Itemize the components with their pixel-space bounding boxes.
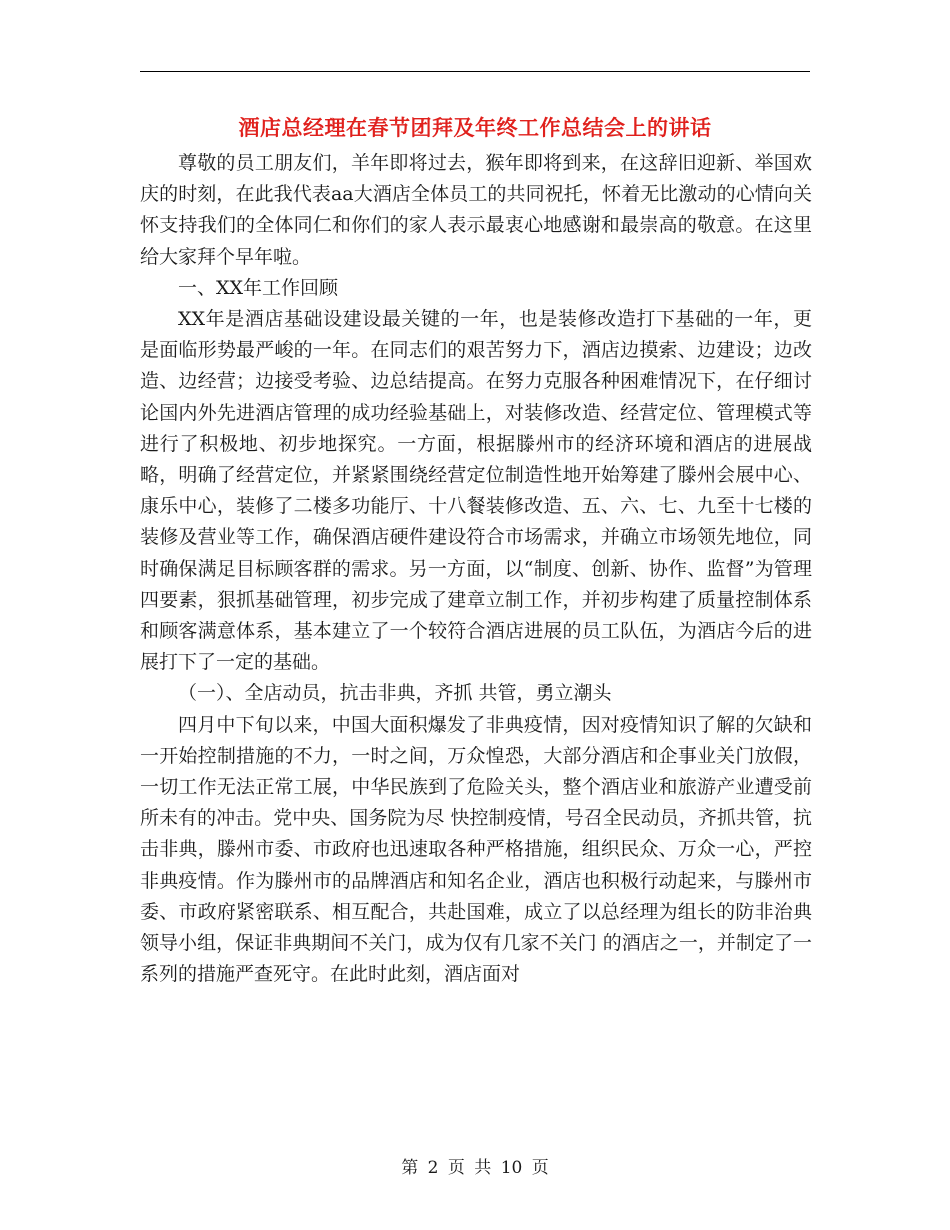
intro-paragraph: 尊敬的员工朋友们，羊年即将过去，猴年即将到来，在这辞旧迎新、举国欢庆的时刻，在此我代表aa大酒店全体员工的共同祝托，怀着无比激动的心情向关怀支持我们的全体同仁和你们的家人表示最衷心地感谢和最崇高的敬意。在这里给大家拜个早年啦。 — [140, 152, 812, 268]
page-number: 第 2 页 共 10 页 — [401, 1158, 549, 1178]
subsection-paragraph: 四月中下旬以来，中国大面积爆发了非典疫情，因对疫情知识了解的欠缺和一开始控制措施的不力，一时之间，万众惶恐，大部分酒店和企事业关门放假，一切工作无法正常工展，中华民族到了危险关头，整个酒店业和旅游产业遭受前所未有的冲击。党中央、国务院为尽 快控制疫情，号召全民动员，齐抓共管，抗击非典，滕州市委、市政府也迅速取各种严格措施，组织民众、万众一心，严控非典疫情。作为滕州市的品牌酒店和知名企业，酒店也积极行动起来，与滕州市委、市政府紧密联系、相互配合，共赴国难，成立了以总经理为组长的防非治典领导小组，保证非典期间不关门，成为仅有几家不关门 的酒店之一，并制定了一系列的措施严查死守。在此时此刻，酒店面对 — [140, 713, 812, 986]
section-paragraph: XX年是酒店基础设建设最关键的一年，也是装修改造打下基础的一年，更是面临形势最严峻的一年。在同志们的艰苦努力下，酒店边摸索、边建设；边改造、边经营；边接受考验、边总结提高。在努力克服各种困难情况下，在仔细讨论国内外先进酒店管理的成功经验基础上，对装修改造、经营定位、管理模式等进行了积极地、初步地探究。一方面，根据滕州市的经济环境和酒店的进展战略，明确了经营定位，并紧紧围绕经营定位制造性地开始筹建了滕州会展中心、康乐中心，装修了二楼多功能厅、十八餐装修改造、五、六、七、九至十七楼的装修及营业等工作，确保酒店硬件建设符合市场需求，并确立市场领先地位，同时确保满足目标顾客群的需求。另一方面，以“制度、创新、协作、监督”为管理四要素，狠抓基础管理，初步完成了建章立制工作，并初步构建了质量控制体系和顾客满意体系，基本建立了一个较符合酒店进展的员工队伍，为酒店今后的进展打下了一定的基础。 — [140, 308, 812, 674]
document-title: 酒店总经理在春节团拜及年终工作总结会上的讲话 — [238, 115, 712, 140]
section-heading: 一、XX年工作回顾 — [178, 276, 339, 299]
header-rule — [140, 71, 810, 72]
subsection-heading: （一）、全店动员，抗击非典，齐抓 共管，勇立潮头 — [178, 682, 612, 705]
document-body — [140, 148, 812, 990]
